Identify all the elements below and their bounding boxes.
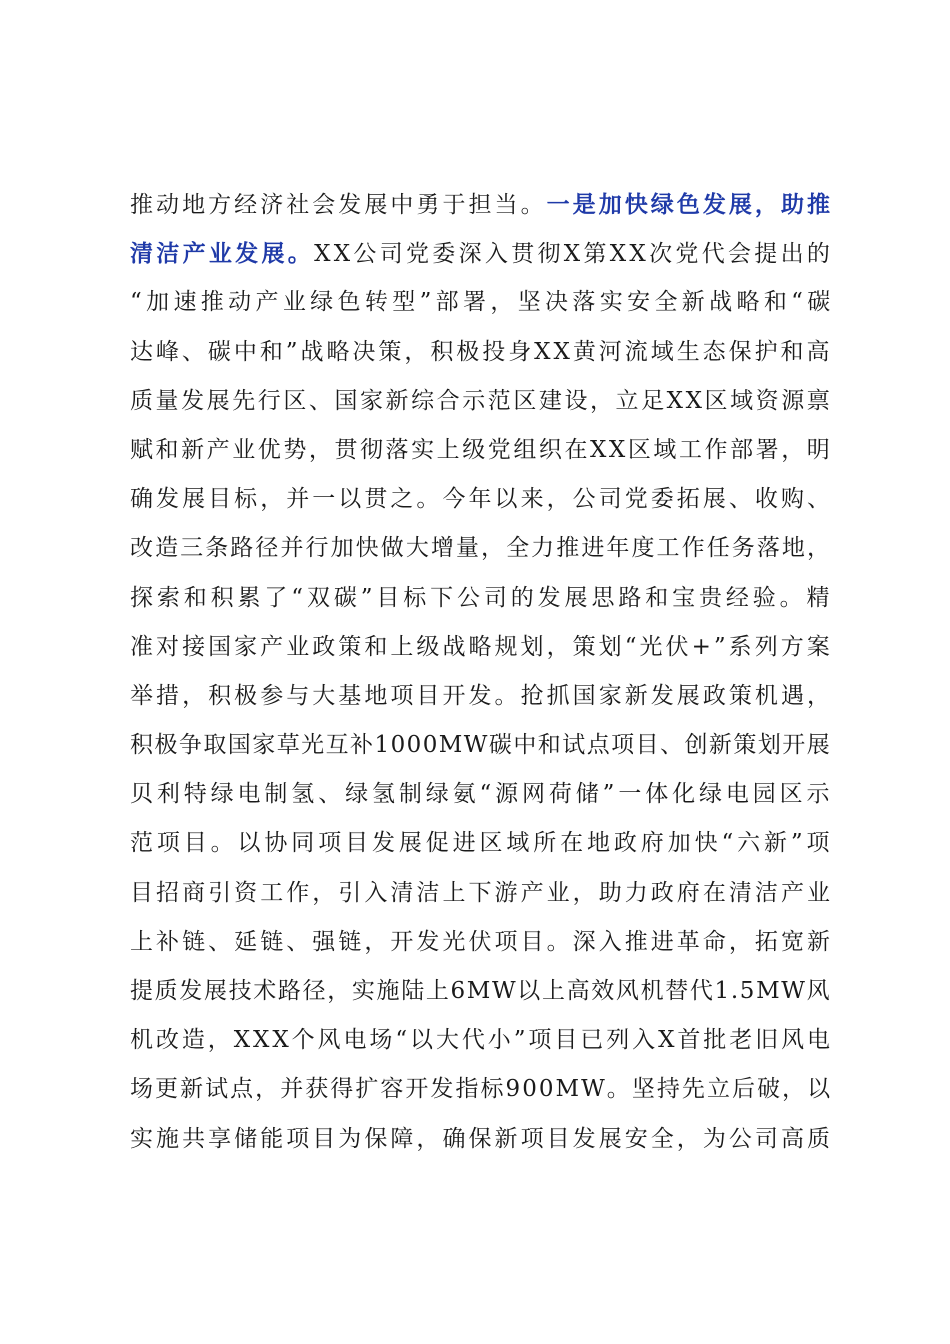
text-line <box>130 869 834 918</box>
text-line <box>130 278 835 327</box>
body-text-segment: 目招商引资工作，引入清洁上下游产业，助力政府在清洁产业 <box>130 879 834 906</box>
text-line <box>130 377 833 426</box>
text-line <box>130 918 834 967</box>
text-line <box>130 229 834 278</box>
body-text-segment: 赋和新产业优势，贯彻落实上级党组织在XX区域工作部署，明 <box>130 436 833 463</box>
text-line <box>130 1016 833 1065</box>
body-text-segment: 准对接国家产业政策和上级战略规划，策划“光伏+”系列方案 <box>130 633 833 660</box>
body-text-segment: 贝利特绿电制氢、绿氢制绿氨“源网荷储”一体化绿电园区示 <box>130 781 834 808</box>
text-line <box>130 426 833 475</box>
text-line <box>130 623 833 672</box>
text-line <box>130 524 833 573</box>
text-line <box>130 475 834 524</box>
body-text-segment: 确发展目标，并一以贯之。今年以来，公司党委拓展、收购、 <box>130 486 834 513</box>
body-text-segment: “加速推动产业绿色转型”部署，坚决落实安全新战略和“碳 <box>130 289 835 316</box>
body-text-segment: 上补链、延链、强链，开发光伏项目。深入推进革命，拓宽新 <box>130 928 834 955</box>
text-line <box>130 672 834 721</box>
highlighted-heading-text: 一是加快绿色发展，助推 <box>546 191 834 218</box>
body-paragraph <box>130 180 835 1164</box>
body-text-segment: 达峰、碳中和”战略决策，积极投身XX黄河流域生态保护和高 <box>130 338 833 365</box>
body-text-segment: 范项目。以协同项目发展促进区域所在地政府加快“六新”项 <box>130 830 834 857</box>
highlighted-heading-text: 清洁产业发展。 <box>130 240 315 268</box>
text-line <box>130 819 834 868</box>
body-text-segment: 质量发展先行区、国家新综合示范区建设，立足XX区域资源禀 <box>130 387 833 414</box>
body-text-segment: 提质发展技术路径，实施陆上6MW以上高效风机替代1.5MW风 <box>130 978 832 1004</box>
body-text-segment: 改造三条路径并行加快做大增量，全力推进年度工作任务落地， <box>130 535 833 562</box>
body-text-segment: 探索和积累了“双碳”目标下公司的发展思路和宝贵经验。精 <box>130 584 834 611</box>
text-line <box>130 1065 833 1114</box>
body-text-segment: 机改造，XXX个风电场“以大代小”项目已列入X首批老旧风电 <box>130 1027 833 1054</box>
text-line <box>130 328 833 377</box>
body-text-segment: 场更新试点，并获得扩容开发指标900MW。坚持先立后破，以 <box>130 1076 833 1103</box>
body-text-segment: 举措，积极参与大基地项目开发。抢抓国家新发展政策机遇， <box>130 682 834 709</box>
text-line <box>130 967 830 1016</box>
body-text-segment: 实施共享储能项目为保障，确保新项目发展安全，为公司高质 <box>130 1125 834 1152</box>
text-line <box>130 770 834 819</box>
body-text-segment: XX公司党委深入贯彻X第XX次党代会提出的 <box>314 241 834 268</box>
body-text-segment: 推动地方经济社会发展中勇于担当。 <box>130 192 547 218</box>
text-line <box>130 721 830 770</box>
text-line <box>130 1115 834 1164</box>
body-text-segment: 积极争取国家草光互补1000MW碳中和试点项目、创新策划开展 <box>130 732 832 759</box>
text-line <box>130 574 834 623</box>
text-line <box>130 180 834 229</box>
